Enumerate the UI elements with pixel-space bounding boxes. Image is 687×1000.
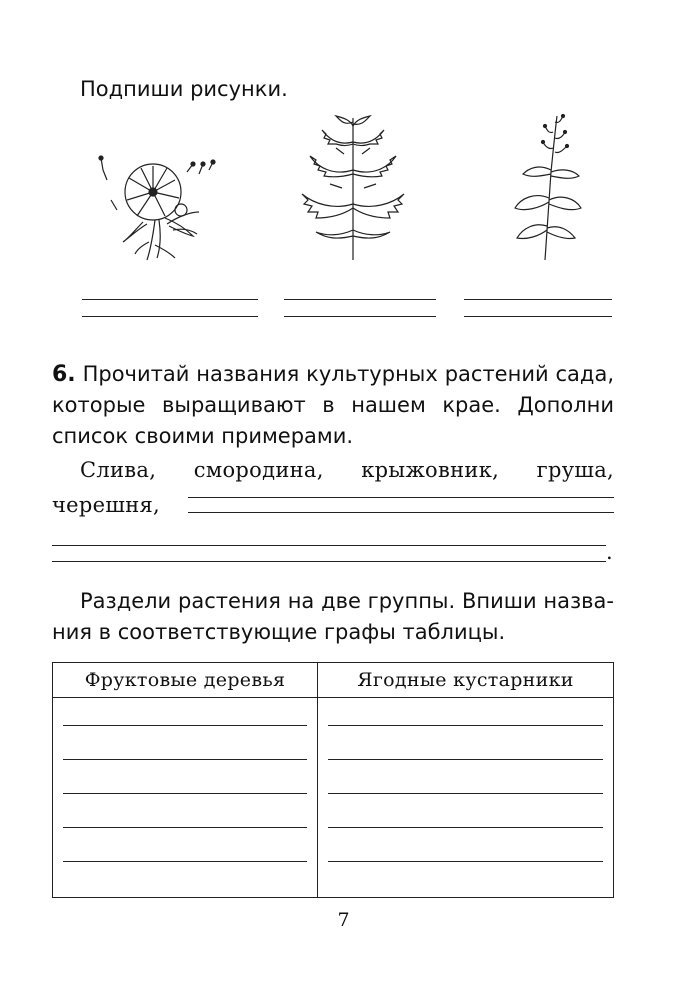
fruit-line-5[interactable] [63, 861, 307, 862]
wormwood-icon [505, 112, 585, 262]
column-header-fruit-trees: Фруктовые деревья [53, 663, 318, 698]
caption-line-1a[interactable] [82, 299, 258, 300]
task6-line-3: список своими примерами. [52, 424, 354, 448]
fruit-line-3[interactable] [63, 793, 307, 794]
caption-line-2a[interactable] [284, 299, 436, 300]
list-line-1b[interactable] [188, 512, 614, 513]
task6-line-1: Прочитай названия культурных растений сада, [82, 362, 614, 386]
fruit-line-2[interactable] [63, 759, 307, 760]
berry-line-3[interactable] [328, 793, 603, 794]
caption-line-1b[interactable] [82, 316, 258, 317]
plant-list-line-2: черешня, [52, 493, 161, 517]
grouping-line-2: ния в соответствующие графы таблицы. [52, 620, 506, 644]
plant-list-line-1: Слива, смородина, крыжовник, груша, [80, 458, 614, 482]
berry-bushes-cell[interactable] [318, 698, 614, 898]
column-header-berry-bushes: Ягодные кустарники [318, 663, 614, 698]
list-line-2b[interactable] [52, 561, 606, 562]
fruit-trees-cell[interactable] [53, 698, 318, 898]
page-number: 7 [337, 909, 350, 931]
task-number: 6. [52, 362, 76, 387]
nettle-icon [296, 112, 411, 262]
task6-line-2: которые выращивают в нашем крае. Дополни [52, 393, 614, 417]
caption-line-3a[interactable] [464, 299, 612, 300]
fruit-line-4[interactable] [63, 827, 307, 828]
caption-line-3b[interactable] [464, 316, 612, 317]
berry-line-5[interactable] [328, 861, 603, 862]
task6-instruction [52, 359, 614, 452]
caption-line-2b[interactable] [284, 316, 436, 317]
fruit-line-1[interactable] [63, 725, 307, 726]
berry-line-2[interactable] [328, 759, 603, 760]
dandelion-icon [95, 150, 225, 265]
grouping-line-1: Раздели растения на две группы. Впиши назва- [80, 589, 614, 613]
list-line-1a[interactable] [188, 497, 614, 498]
instruction-caption-pictures: Подпиши рисунки. [80, 77, 288, 101]
grouping-instruction [52, 586, 614, 648]
list-end-period: . [606, 540, 613, 564]
berry-line-4[interactable] [328, 827, 603, 828]
berry-line-1[interactable] [328, 725, 603, 726]
plant-groups-table [52, 662, 614, 898]
list-line-2a[interactable] [52, 545, 606, 546]
